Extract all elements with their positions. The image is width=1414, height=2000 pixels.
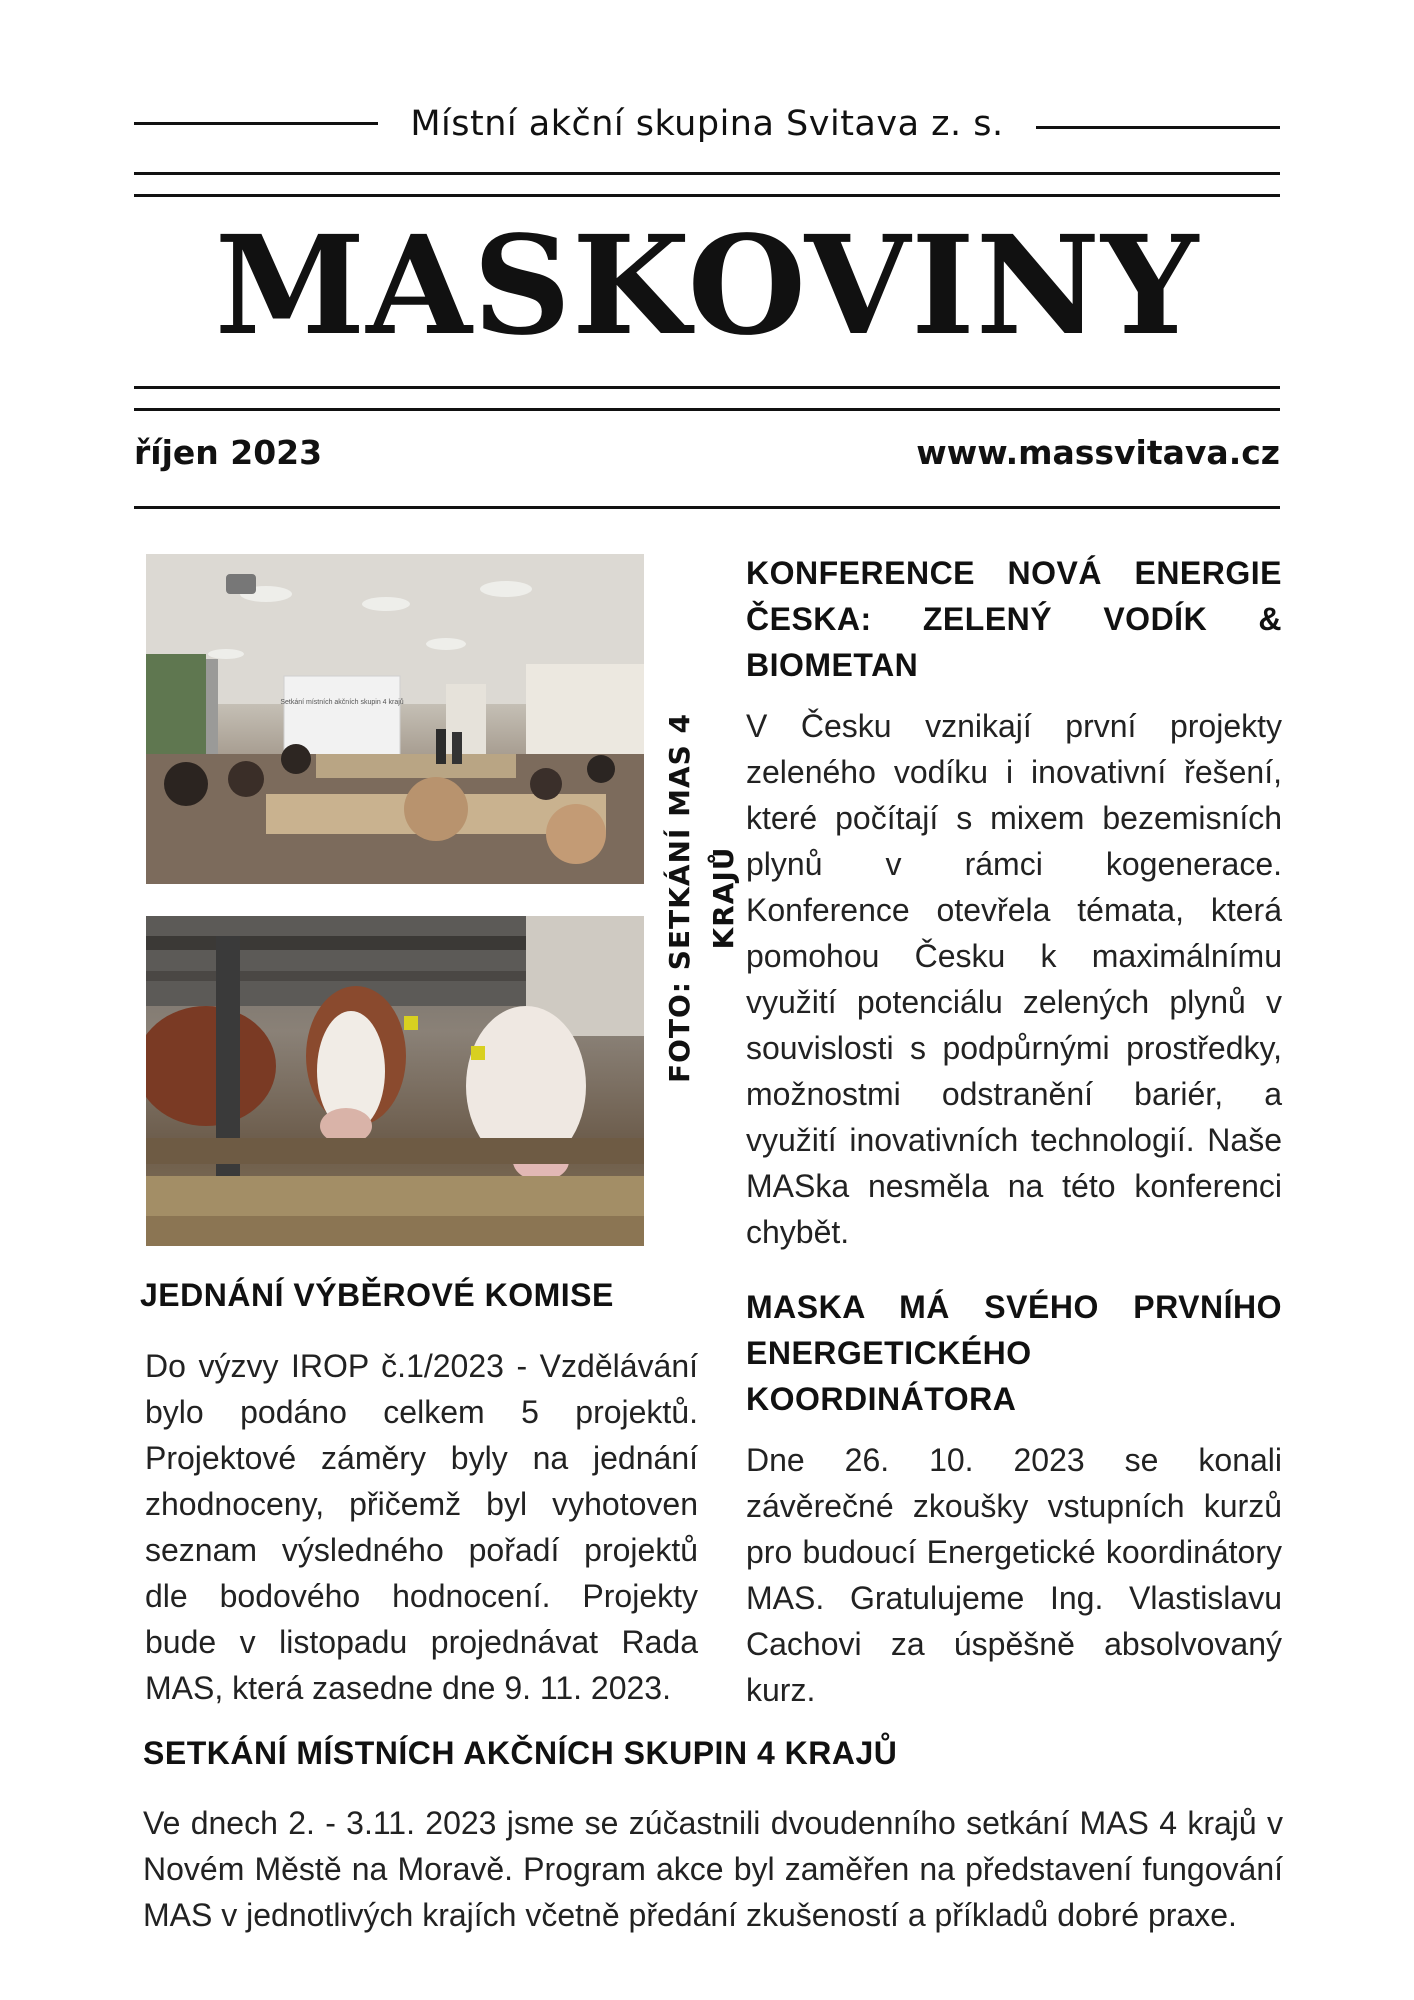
cows-photo-illustration <box>146 916 644 1246</box>
issue-date: říjen 2023 <box>134 433 323 472</box>
meeting-headline: SETKÁNÍ MÍSTNÍCH AKČNÍCH SKUPIN 4 KRAJŮ <box>143 1735 898 1771</box>
photo-credit: FOTO: SETKÁNÍ MAS 4 KRAJŮ <box>663 712 740 1084</box>
newsletter-title: MASKOVINY <box>214 206 1200 366</box>
committee-body: Do výzvy IROP č.1/2023 - Vzdělávání bylo podáno celkem 5 projektů. Projektové záměry byly na jednání zhodnoceny, přičemž byl vyhotoven seznam výsledného pořadí projektů dle bodového hodnocení. Projekty bude v listopadu projednávat Rada MAS, která zasedne dne 9. 11. 2023. <box>145 1348 698 1706</box>
conference-photo <box>146 554 644 884</box>
divider <box>134 408 1280 411</box>
org-name: Místní akční skupina Svitava z. s. <box>410 104 1004 144</box>
divider <box>134 172 1280 175</box>
slide-text: Setkání místních akčních skupin 4 krajů <box>280 699 404 706</box>
coordinator-headline: MASKA MÁ SVÉHO PRVNÍHO ENERGETICKÉHO KOORDINÁTORA <box>746 1289 1282 1417</box>
committee-headline: JEDNÁNÍ VÝBĚROVÉ KOMISE <box>140 1277 614 1313</box>
meeting-body: Ve dnech 2. - 3.11. 2023 jsme se zúčastnili dvoudenního setkání MAS 4 krajů v Novém Městě na Moravě. Program akce byl zaměřen na představení fungování MAS v jednotlivých krajích včetně předání zkušeností a příkladů dobré praxe. <box>143 1805 1283 1933</box>
conference-body: V Česku vznikají první projekty zeleného vodíku i inovativní řešení, které počítají s mixem bezemisních plynů v rámci kogenerace. Konference otevřela témata, která pomohou Česku k maximálnímu využití potenciálu zelených plynů v souvislosti s podpůrnými prostředky, možnostmi odstranění bariér, a využití inovativních technologií. Naše MASka nesměla na této konferenci chybět. <box>746 708 1282 1250</box>
coordinator-body: Dne 26. 10. 2023 se konali závěrečné zkoušky vstupních kurzů pro budoucí Energetické koordinátory MAS. Gratulujeme Ing. Vlastislavu Cachovi za úspěšně absolvovaný kurz. <box>746 1442 1282 1708</box>
website-link[interactable]: www.massvitava.cz <box>916 433 1280 472</box>
divider <box>134 506 1280 509</box>
divider <box>134 194 1280 197</box>
issue-info <box>134 428 1280 478</box>
divider <box>134 122 378 125</box>
divider <box>1036 126 1280 129</box>
conference-headline: KONFERENCE NOVÁ ENERGIE ČESKA: ZELENÝ VODÍK & BIOMETAN <box>746 555 1282 683</box>
org-header <box>134 98 1280 150</box>
cows-photo <box>146 916 644 1246</box>
conference-photo-illustration <box>146 554 644 884</box>
divider <box>134 386 1280 389</box>
